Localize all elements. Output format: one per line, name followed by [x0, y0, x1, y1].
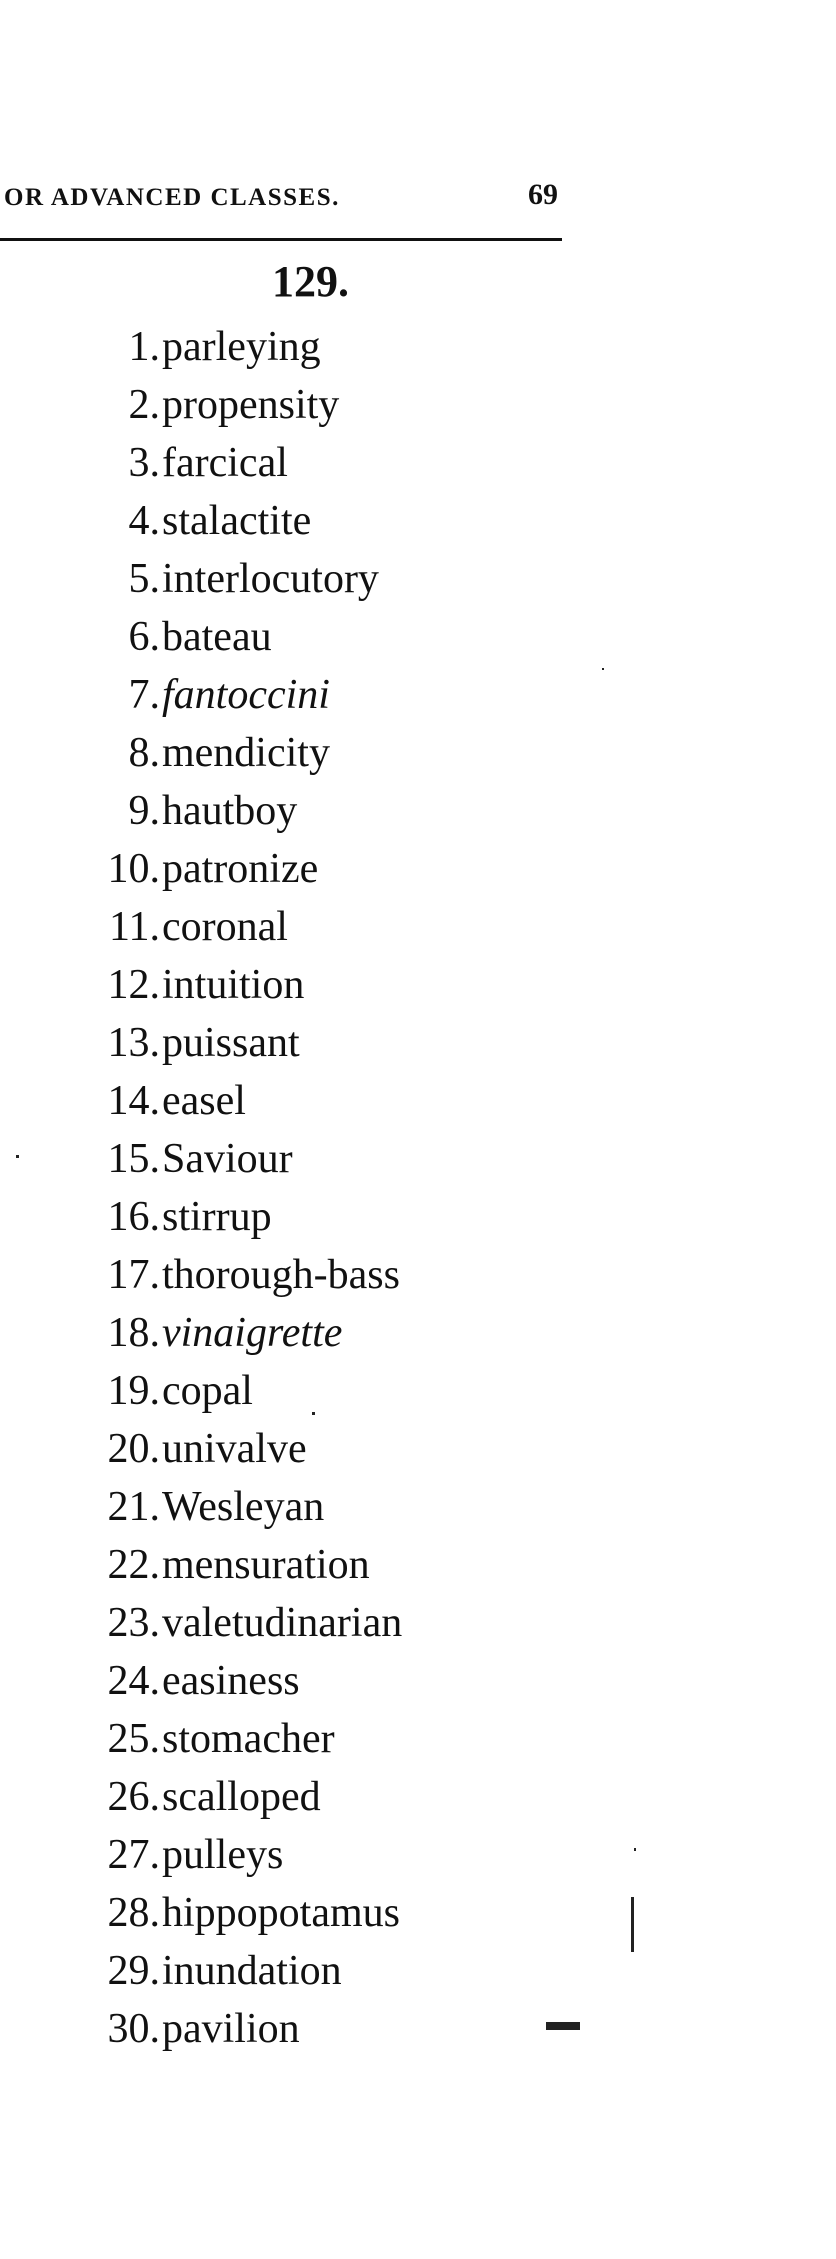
item-word: propensity [162, 382, 340, 428]
item-number: 19. [107, 1368, 160, 1414]
item-word: stomacher [162, 1716, 335, 1762]
page-number: 69 [528, 178, 558, 211]
scan-speck [546, 2022, 580, 2030]
item-word: inundation [162, 1948, 342, 1994]
item-word: mensuration [162, 1542, 370, 1588]
item-number: 22. [107, 1542, 160, 1588]
item-number: 2. [128, 382, 160, 428]
list-item [0, 1304, 600, 1362]
item-word: parleying [162, 324, 321, 370]
item-word: pavilion [162, 2006, 300, 2052]
item-number: 1. [128, 324, 160, 370]
list-item [0, 898, 600, 956]
list-item [0, 1536, 600, 1594]
list-item [0, 318, 600, 376]
item-word: bateau [162, 614, 272, 660]
scan-speck [634, 1848, 636, 1851]
item-number: 23. [107, 1600, 160, 1646]
item-number: 11. [109, 904, 160, 950]
item-word: hippopotamus [162, 1890, 400, 1936]
item-number: 18. [107, 1310, 160, 1356]
item-number: 21. [107, 1484, 160, 1530]
list-item [0, 724, 600, 782]
item-number: 20. [107, 1426, 160, 1472]
item-word: vinaigrette [162, 1310, 343, 1356]
item-word: interlocutory [162, 556, 379, 602]
item-word: easel [162, 1078, 246, 1124]
list-item [0, 1130, 600, 1188]
item-word: puissant [162, 1020, 300, 1066]
list-item [0, 1420, 600, 1478]
list-item [0, 1014, 600, 1072]
scan-speck [602, 668, 604, 670]
list-item [0, 1188, 600, 1246]
item-word: scalloped [162, 1774, 321, 1820]
item-number: 4. [128, 498, 160, 544]
list-item [0, 1362, 600, 1420]
item-word: mendicity [162, 730, 330, 776]
item-number: 12. [107, 962, 160, 1008]
item-number: 30. [107, 2006, 160, 2052]
list-item [0, 1478, 600, 1536]
list-item [0, 492, 600, 550]
item-number: 24. [107, 1658, 160, 1704]
scan-speck [631, 1897, 634, 1952]
list-item [0, 608, 600, 666]
list-item [0, 376, 600, 434]
section-number: 129. [272, 257, 349, 306]
list-item [0, 1652, 600, 1710]
item-word: thorough-bass [162, 1252, 400, 1298]
list-item [0, 1942, 600, 2000]
item-number: 29. [107, 1948, 160, 1994]
item-number: 15. [107, 1136, 160, 1182]
item-word: fantoccini [162, 672, 330, 718]
list-item [0, 1710, 600, 1768]
item-number: 28. [107, 1890, 160, 1936]
item-word: hautboy [162, 788, 298, 834]
item-number: 9. [128, 788, 160, 834]
item-number: 25. [107, 1716, 160, 1762]
item-word: intuition [162, 962, 305, 1008]
item-number: 17. [107, 1252, 160, 1298]
item-number: 7. [128, 672, 160, 718]
page-header [0, 178, 560, 228]
item-word: easiness [162, 1658, 300, 1704]
item-word: farcical [162, 440, 288, 486]
item-number: 3. [128, 440, 160, 486]
scan-speck [312, 1412, 315, 1415]
item-word: Saviour [162, 1136, 293, 1182]
item-number: 26. [107, 1774, 160, 1820]
list-item [0, 550, 600, 608]
item-word: Wesleyan [162, 1484, 325, 1530]
item-number: 13. [107, 1020, 160, 1066]
list-item [0, 782, 600, 840]
scan-speck [16, 1155, 19, 1158]
item-word: stirrup [162, 1194, 272, 1240]
item-number: 6. [128, 614, 160, 660]
list-item [0, 2000, 600, 2058]
item-number: 10. [107, 846, 160, 892]
item-word: patronize [162, 846, 319, 892]
item-number: 8. [128, 730, 160, 776]
item-number: 27. [107, 1832, 160, 1878]
list-item [0, 1826, 600, 1884]
item-word: pulleys [162, 1832, 284, 1878]
list-item [0, 956, 600, 1014]
item-number: 5. [128, 556, 160, 602]
item-number: 16. [107, 1194, 160, 1240]
header-rule [0, 238, 562, 241]
list-item [0, 666, 600, 724]
item-word: copal [162, 1368, 253, 1414]
item-word: valetudinarian [162, 1600, 403, 1646]
list-item [0, 1246, 600, 1304]
list-item [0, 1884, 600, 1942]
list-item [0, 1594, 600, 1652]
item-word: stalactite [162, 498, 312, 544]
list-item [0, 1768, 600, 1826]
item-word: univalve [162, 1426, 307, 1472]
list-item [0, 840, 600, 898]
list-item [0, 434, 600, 492]
running-head: OR ADVANCED CLASSES. [4, 184, 340, 211]
list-item [0, 1072, 600, 1130]
item-number: 14. [107, 1078, 160, 1124]
item-word: coronal [162, 904, 288, 950]
